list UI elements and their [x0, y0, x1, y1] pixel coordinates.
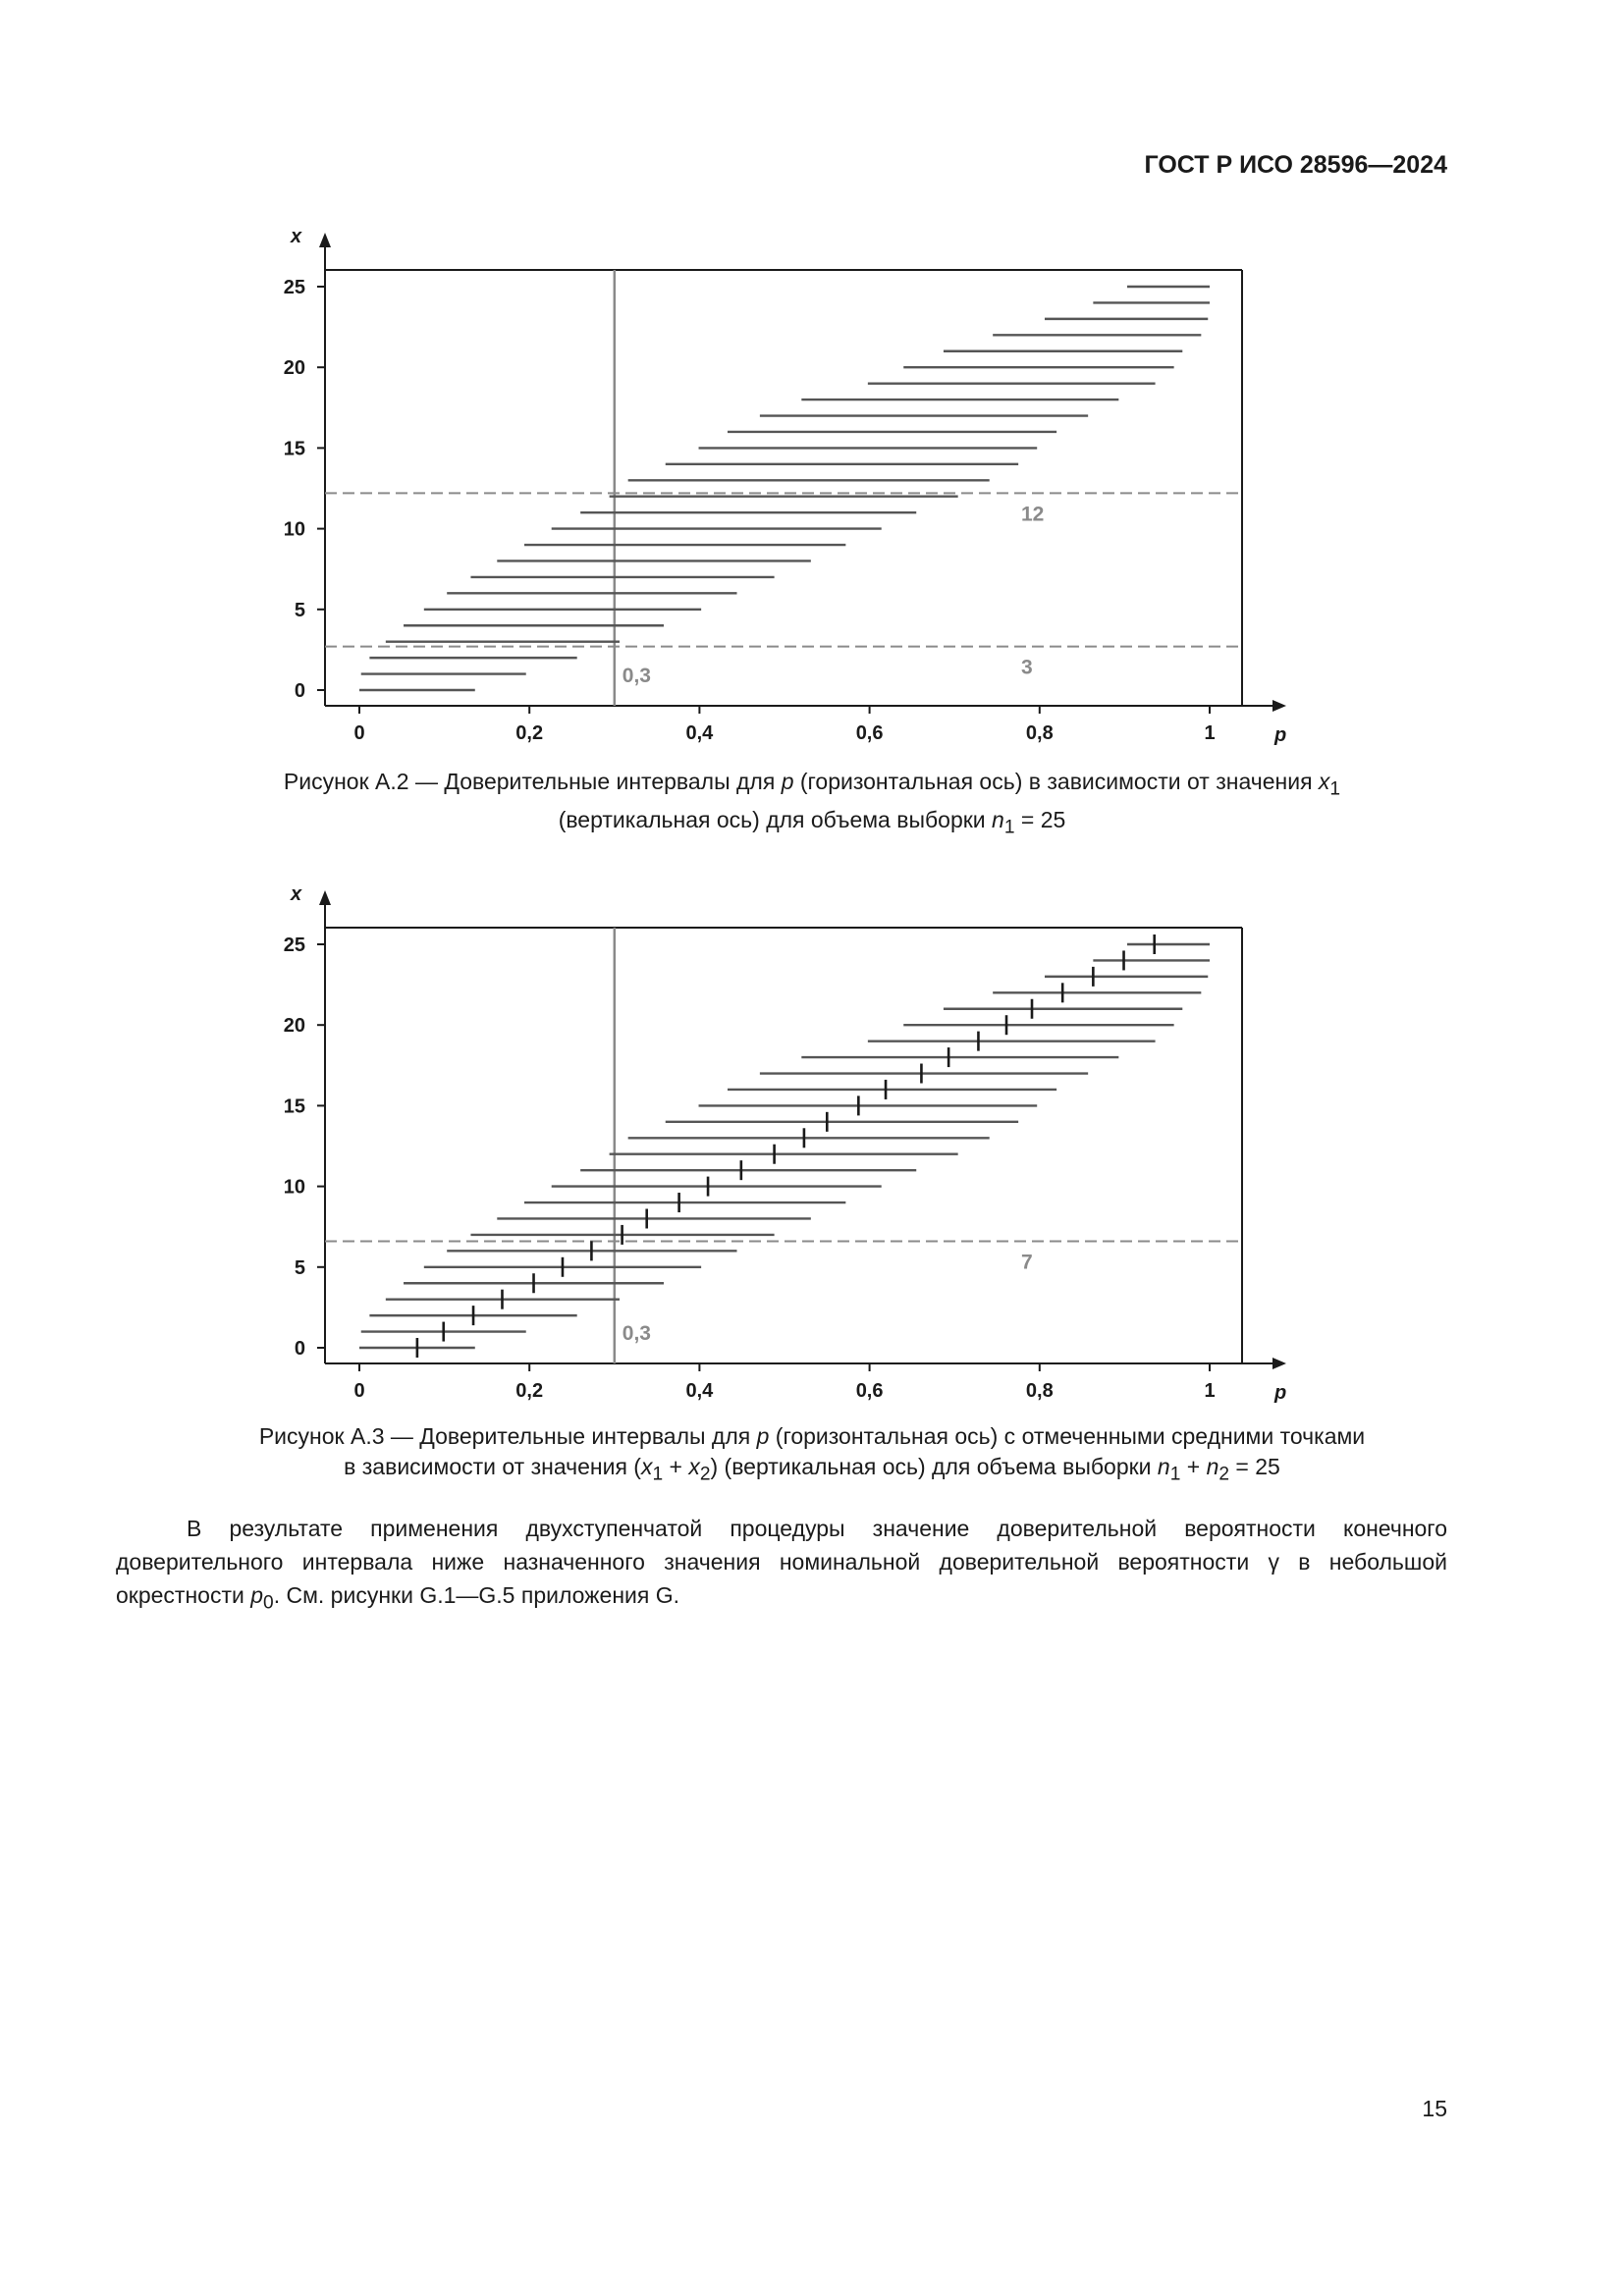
- y-tick-label: 25: [283, 934, 305, 956]
- x-tick-label: 1: [1204, 722, 1216, 744]
- y-axis-arrow: [319, 233, 331, 247]
- y-tick-label: 20: [283, 357, 305, 380]
- y-tick-label: 10: [283, 1176, 305, 1199]
- x-axis-label: p: [1274, 1382, 1287, 1404]
- caption-subscript: 1: [1003, 817, 1015, 838]
- y-tick-label: 0: [294, 1338, 305, 1360]
- y-tick-label: 15: [283, 1095, 305, 1118]
- x-axis-arrow: [1272, 1358, 1286, 1369]
- gamma-symbol: γ: [1268, 1549, 1279, 1575]
- y-tick-label: 10: [283, 518, 305, 541]
- x-tick-label: 0,6: [855, 1380, 884, 1402]
- caption-text: Рисунок А.3 — Доверительные интервалы для: [258, 1423, 757, 1449]
- hline-label: 12: [1021, 503, 1045, 526]
- chart-fig1: [0, 221, 1624, 761]
- y-axis-label: x: [291, 226, 302, 247]
- caption-text: = 25: [1229, 1454, 1280, 1479]
- page-number: 15: [1422, 2096, 1447, 2121]
- caption-text: +: [1180, 1454, 1207, 1479]
- caption-subscript: 1: [1169, 1464, 1181, 1485]
- caption-text: = 25: [1014, 806, 1066, 832]
- caption-subscript: 1: [1329, 778, 1341, 800]
- caption-var: n: [1206, 1454, 1219, 1479]
- caption-text: (горизонтальная ось) с отмеченными средними точками: [769, 1423, 1366, 1449]
- x-tick-label: 0,4: [685, 722, 714, 744]
- figure-a3: [0, 879, 1624, 1418]
- y-axis-label: x: [291, 883, 302, 905]
- x-tick-label: 0,2: [515, 722, 544, 744]
- caption-text: (горизонтальная ось) в зависимости от значения: [793, 769, 1319, 794]
- caption-text: ) (вертикальная ось) для объема выборки: [710, 1454, 1158, 1479]
- x-tick-label: 0,4: [685, 1380, 714, 1402]
- y-tick-label: 0: [294, 680, 305, 702]
- caption-fig-a2: [157, 767, 1467, 842]
- caption-text: (вертикальная ось) для объема выборки: [558, 806, 993, 832]
- vline-label: 0,3: [622, 665, 652, 687]
- x-axis-label: p: [1274, 724, 1287, 746]
- caption-var: x: [688, 1454, 700, 1479]
- vline-label: 0,3: [622, 1322, 652, 1345]
- x-tick-label: 0: [353, 722, 365, 744]
- caption-var: p: [781, 769, 794, 794]
- y-tick-label: 5: [294, 1256, 305, 1279]
- x-tick-label: 0,8: [1025, 1380, 1054, 1402]
- caption-subscript: 2: [1218, 1464, 1230, 1485]
- caption-text: +: [663, 1454, 689, 1479]
- y-axis-arrow: [319, 890, 331, 905]
- caption-text: Рисунок А.2 — Доверительные интервалы для: [283, 769, 782, 794]
- document-id: ГОСТ Р ИСО 28596—2024: [1144, 151, 1447, 179]
- figure-a2: [0, 221, 1624, 761]
- x-tick-label: 1: [1204, 1380, 1216, 1402]
- y-tick-label: 25: [283, 277, 305, 298]
- caption-var: p: [756, 1423, 770, 1449]
- body-var: p: [250, 1582, 264, 1608]
- body-text: В результате применения двухступенчатой процедуры значение доверительной вероятности конечного доверительного интервала ниже назначенного значения номинальной доверительной вероятности: [116, 1516, 1447, 1575]
- x-tick-label: 0,8: [1025, 722, 1054, 744]
- y-tick-label: 5: [294, 599, 305, 621]
- y-tick-label: 15: [283, 438, 305, 460]
- caption-var: n: [1157, 1454, 1170, 1479]
- chart-fig2: [0, 879, 1624, 1418]
- y-tick-label: 20: [283, 1015, 305, 1038]
- body-text: . См. рисунки G.1—G.5 приложения G.: [273, 1582, 680, 1608]
- caption-text: в зависимости от значения (: [344, 1454, 641, 1479]
- hline-label: 7: [1021, 1251, 1033, 1274]
- body-paragraph: [116, 1512, 1447, 1621]
- hline-label: 3: [1021, 656, 1033, 679]
- x-axis-arrow: [1272, 700, 1286, 712]
- caption-subscript: 1: [652, 1464, 664, 1485]
- caption-fig-a3: [157, 1421, 1467, 1490]
- x-tick-label: 0,6: [855, 722, 884, 744]
- caption-subscript: 2: [699, 1464, 711, 1485]
- caption-var: x: [640, 1454, 653, 1479]
- body-text: в небольшой окрестности: [116, 1549, 1447, 1608]
- caption-var: x: [1318, 769, 1330, 794]
- caption-var: n: [992, 806, 1004, 832]
- x-tick-label: 0,2: [515, 1380, 544, 1402]
- body-subscript: 0: [263, 1592, 274, 1614]
- x-tick-label: 0: [353, 1380, 365, 1402]
